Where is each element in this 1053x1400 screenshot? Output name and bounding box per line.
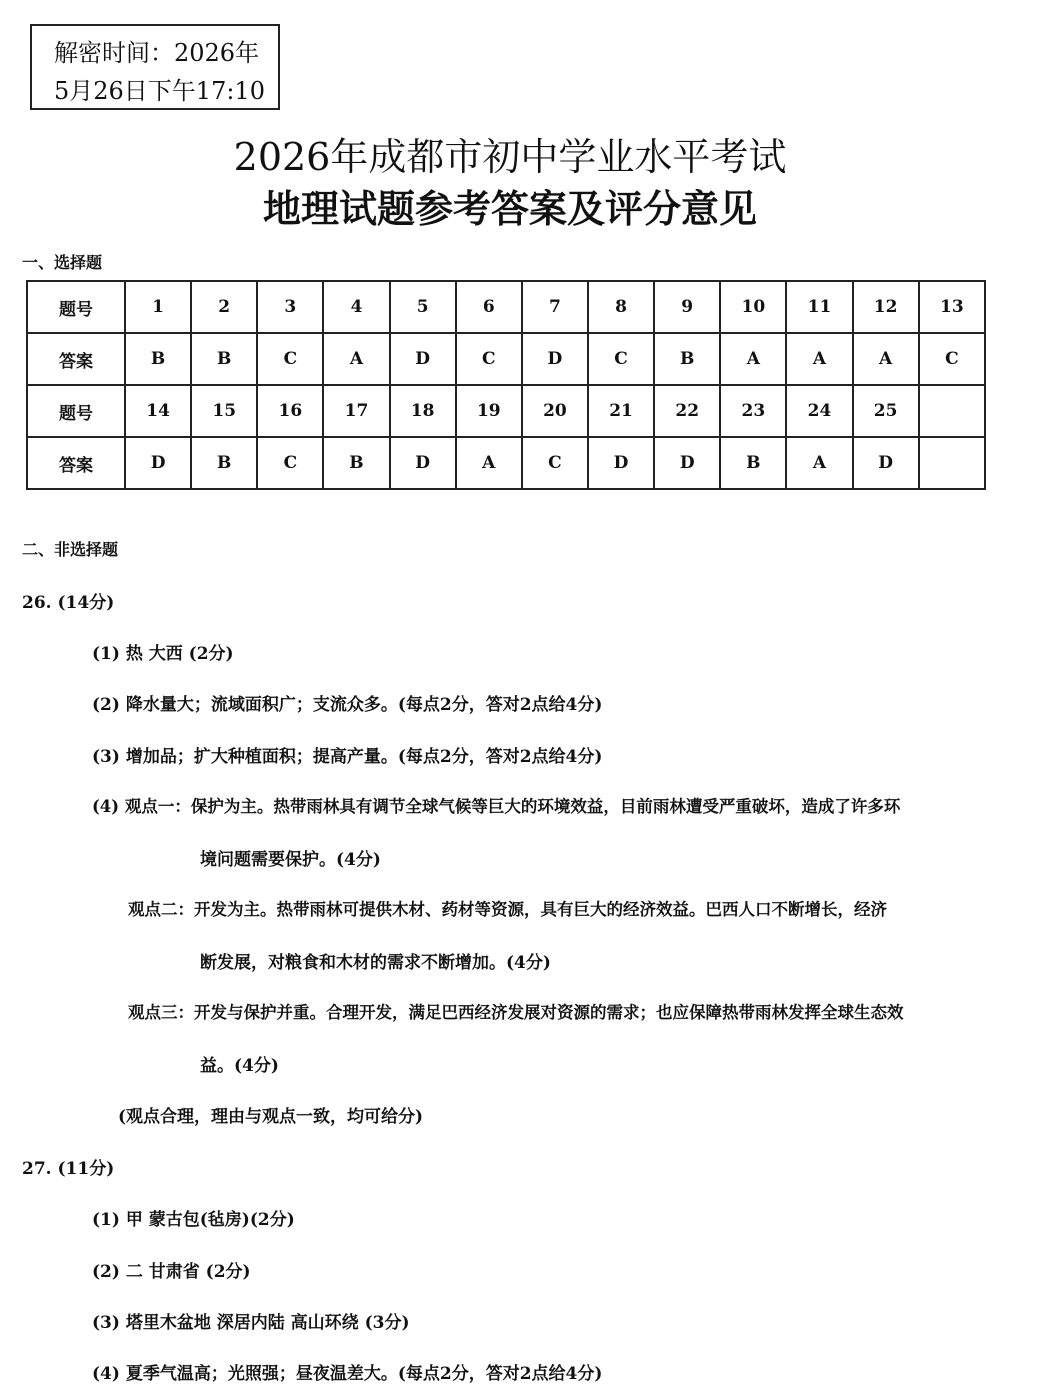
q26-part4-view1: (4) 观点一：保护为主。热带雨林具有调节全球气候等巨大的环境效益，目前雨林遭受严重破坏，造成了许多环 bbox=[92, 797, 901, 816]
answer-cell: D bbox=[522, 333, 588, 385]
table-row-label: 题号 bbox=[27, 385, 125, 437]
question-number-cell: 17 bbox=[323, 385, 389, 437]
q27-header: 27. (11分) bbox=[22, 1159, 115, 1179]
document-title: 地理试题参考答案及评分意见 bbox=[262, 186, 757, 231]
question-number-cell: 13 bbox=[919, 281, 985, 333]
question-number-cell: 6 bbox=[456, 281, 522, 333]
question-number-cell: 21 bbox=[588, 385, 654, 437]
question-number-cell: 16 bbox=[257, 385, 323, 437]
answer-table bbox=[26, 280, 986, 490]
question-number-cell: 2 bbox=[191, 281, 257, 333]
question-number-cell: 24 bbox=[786, 385, 852, 437]
answer-cell: A bbox=[853, 333, 919, 385]
answer-cell: C bbox=[919, 333, 985, 385]
question-number-cell: 20 bbox=[522, 385, 588, 437]
question-number-cell: 5 bbox=[390, 281, 456, 333]
answer-cell: D bbox=[390, 333, 456, 385]
answer-cell: C bbox=[456, 333, 522, 385]
q26-header: 26. (14分) bbox=[22, 593, 115, 613]
question-number-cell: 9 bbox=[654, 281, 720, 333]
answer-cell: C bbox=[257, 437, 323, 489]
release-time-line1: 解密时间：2026年 bbox=[54, 39, 260, 67]
table-answer-row bbox=[27, 333, 985, 385]
answer-cell bbox=[919, 437, 985, 489]
q26-part4-view3-cont: 益。(4分) bbox=[200, 1056, 279, 1076]
answer-cell: A bbox=[786, 333, 852, 385]
question-number-cell: 10 bbox=[720, 281, 786, 333]
q26-note: (观点合理，理由与观点一致，均可给分) bbox=[118, 1107, 424, 1127]
answer-cell: C bbox=[522, 437, 588, 489]
q27-part2: (2) 二 甘肃省 (2分) bbox=[92, 1262, 251, 1282]
q26-part1: (1) 热 大西 (2分) bbox=[92, 644, 234, 664]
release-time-box bbox=[30, 24, 280, 110]
answer-cell: A bbox=[786, 437, 852, 489]
answer-cell: D bbox=[390, 437, 456, 489]
answer-cell: B bbox=[191, 333, 257, 385]
question-number-cell: 18 bbox=[390, 385, 456, 437]
question-number-cell: 1 bbox=[125, 281, 191, 333]
question-number-cell: 12 bbox=[853, 281, 919, 333]
table-row-label: 答案 bbox=[27, 333, 125, 385]
answer-cell: A bbox=[720, 333, 786, 385]
answer-cell: D bbox=[588, 437, 654, 489]
q26-part4-view2: 观点二：开发为主。热带雨林可提供木材、药材等资源，具有巨大的经济效益。巴西人口不断增长，经济 bbox=[128, 900, 887, 919]
answer-cell: A bbox=[456, 437, 522, 489]
q26-part4-view3: 观点三：开发与保护并重。合理开发，满足巴西经济发展对资源的需求；也应保障热带雨林发挥全球生态效 bbox=[128, 1003, 904, 1022]
answer-cell: C bbox=[257, 333, 323, 385]
q26-part4-view2-cont: 断发展，对粮食和木材的需求不断增加。(4分) bbox=[200, 953, 551, 973]
question-number-cell: 8 bbox=[588, 281, 654, 333]
table-number-row bbox=[27, 385, 985, 437]
table-number-row bbox=[27, 281, 985, 333]
question-number-cell: 14 bbox=[125, 385, 191, 437]
answer-cell: B bbox=[654, 333, 720, 385]
section-multiple-choice: 一、选择题 bbox=[22, 253, 103, 272]
answer-cell: D bbox=[853, 437, 919, 489]
answer-cell: B bbox=[125, 333, 191, 385]
q27-part4: (4) 夏季气温高；光照强；昼夜温差大。(每点2分，答对2点给4分) bbox=[92, 1364, 603, 1384]
answer-cell: D bbox=[654, 437, 720, 489]
release-time-line2: 5月26日下午17:10 bbox=[54, 77, 265, 105]
table-answer-row bbox=[27, 437, 985, 489]
answer-cell: D bbox=[125, 437, 191, 489]
question-number-cell: 23 bbox=[720, 385, 786, 437]
answer-cell: B bbox=[323, 437, 389, 489]
answer-cell: B bbox=[191, 437, 257, 489]
question-number-cell: 7 bbox=[522, 281, 588, 333]
section-non-choice: 二、非选择题 bbox=[22, 540, 119, 559]
question-number-cell: 4 bbox=[323, 281, 389, 333]
table-row-label: 答案 bbox=[27, 437, 125, 489]
q27-part1: (1) 甲 蒙古包(毡房)(2分) bbox=[92, 1210, 295, 1230]
question-number-cell: 3 bbox=[257, 281, 323, 333]
question-number-cell: 15 bbox=[191, 385, 257, 437]
question-number-cell: 19 bbox=[456, 385, 522, 437]
question-number-cell: 11 bbox=[786, 281, 852, 333]
answer-cell: C bbox=[588, 333, 654, 385]
question-number-cell bbox=[919, 385, 985, 437]
table-row-label: 题号 bbox=[27, 281, 125, 333]
q26-part3: (3) 增加品；扩大种植面积；提高产量。(每点2分，答对2点给4分) bbox=[92, 747, 603, 767]
answer-cell: A bbox=[323, 333, 389, 385]
q26-part2: (2) 降水量大；流域面积广；支流众多。(每点2分，答对2点给4分) bbox=[92, 695, 603, 715]
exam-title: 2026年成都市初中学业水平考试 bbox=[233, 135, 787, 179]
answer-cell: B bbox=[720, 437, 786, 489]
question-number-cell: 22 bbox=[654, 385, 720, 437]
q26-part4-view1-cont: 境问题需要保护。(4分) bbox=[200, 850, 381, 870]
q27-part3: (3) 塔里木盆地 深居内陆 高山环绕 (3分) bbox=[92, 1313, 410, 1333]
question-number-cell: 25 bbox=[853, 385, 919, 437]
